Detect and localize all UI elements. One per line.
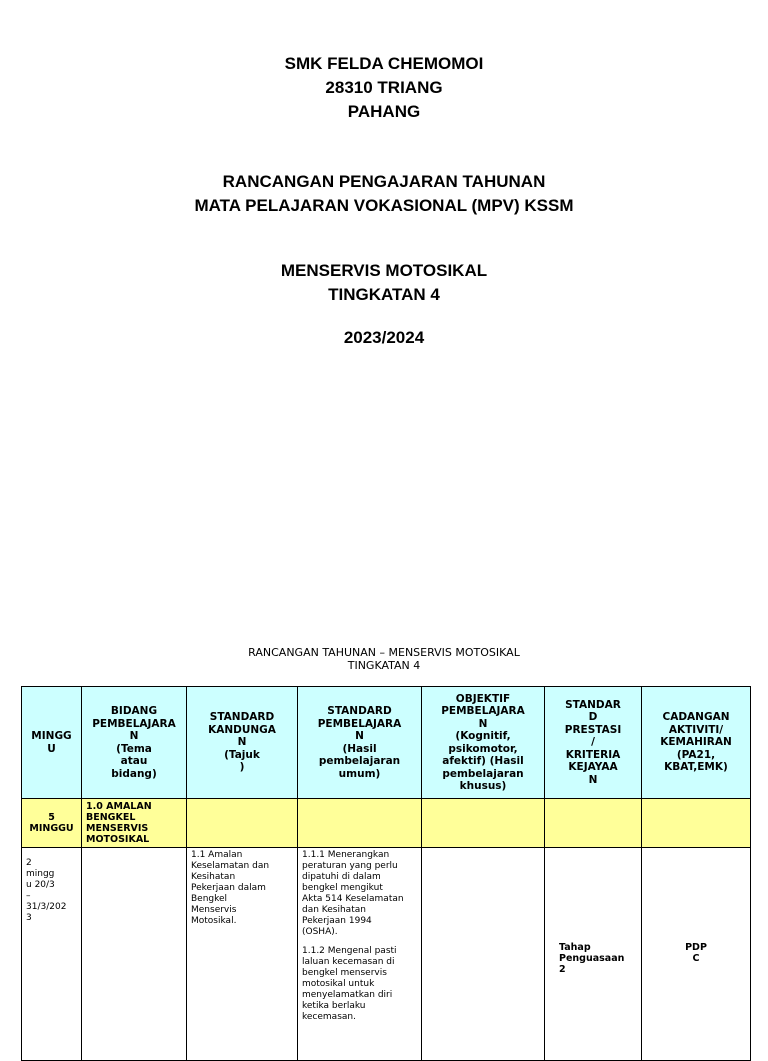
section-empty-cell [422, 799, 545, 848]
subject-name: MENSERVIS MOTOSIKAL [280, 261, 488, 280]
table-section-row [22, 799, 751, 848]
school-header [0, 52, 768, 124]
section-empty-cell [545, 799, 642, 848]
school-postcode-town: 28310 TRIANG [325, 78, 443, 97]
page-running-header [0, 646, 768, 672]
row-standard-pembelajaran [298, 848, 422, 1061]
yearly-plan-table [21, 686, 751, 1061]
row-cadangan [642, 848, 751, 1061]
header-objektif-pembelajaran: OBJEKTIF PEMBELAJARA N (Kognitif, psikomotor, afektif) (Hasil pembelajaran khusus) [422, 687, 545, 799]
section-empty-cell [642, 799, 751, 848]
session-block [0, 326, 768, 350]
form-level: TINGKATAN 4 [328, 285, 440, 304]
running-header-line2: TINGKATAN 4 [347, 659, 421, 672]
document-title-line2: MATA PELAJARAN VOKASIONAL (MPV) KSSM [194, 196, 574, 215]
running-header-line1: RANCANGAN TAHUNAN – MENSERVIS MOTOSIKAL [248, 646, 520, 659]
row-standard-prestasi [545, 848, 642, 1061]
header-bidang-pembelajaran: BIDANG PEMBELAJARA N (Tema atau bidang) [82, 687, 187, 799]
row-minggu: 2 mingg u 20/3 – 31/3/202 3 [22, 848, 82, 1061]
section-minggu: 5 MINGGU [22, 799, 82, 848]
document-title [0, 170, 768, 218]
header-cadangan-aktiviti: CADANGAN AKTIVITI/ KEMAHIRAN (PA21, KBAT,EMK) [642, 687, 751, 799]
header-minggu: MINGG U [22, 687, 82, 799]
cadangan-pdpc: PDP C [685, 942, 707, 964]
sp-item-1-1-1: 1.1.1 Menerangkan peraturan yang perlu dipatuhi di dalam bengkel mengikut Akta 514 Keselamatan dan Kesihatan Pekerjaan 1994 (OSHA). [302, 850, 404, 937]
tahap-penguasaan: Tahap Penguasaan 2 [559, 942, 625, 975]
table-header-row [22, 687, 751, 799]
header-standard-kandungan: STANDARD KANDUNGA N (Tajuk ) [187, 687, 298, 799]
row-objektif-empty [422, 848, 545, 1061]
sp-item-1-1-2: 1.1.2 Mengenal pasti laluan kecemasan di bengkel menservis motosikal untuk menyelamatkan diri ketika berlaku kecemasan. [302, 946, 397, 1022]
row-standard-kandungan: 1.1 Amalan Keselamatan dan Kesihatan Pekerjaan dalam Bengkel Menservis Motosikal. [187, 848, 298, 1061]
subject-block [0, 259, 768, 307]
row-bidang-empty [82, 848, 187, 1061]
document-title-line1: RANCANGAN PENGAJARAN TAHUNAN [222, 172, 546, 191]
school-state: PAHANG [347, 102, 421, 121]
table-row [22, 848, 751, 1061]
academic-session: 2023/2024 [343, 328, 425, 347]
section-empty-cell [187, 799, 298, 848]
section-empty-cell [298, 799, 422, 848]
section-bidang: 1.0 AMALAN BENGKEL MENSERVIS MOTOSIKAL [82, 799, 187, 848]
header-standard-prestasi: STANDAR D PRESTASI / KRITERIA KEJAYAA N [545, 687, 642, 799]
header-standard-pembelajaran: STANDARD PEMBELAJARA N (Hasil pembelajaran umum) [298, 687, 422, 799]
school-name: SMK FELDA CHEMOMOI [284, 54, 484, 73]
